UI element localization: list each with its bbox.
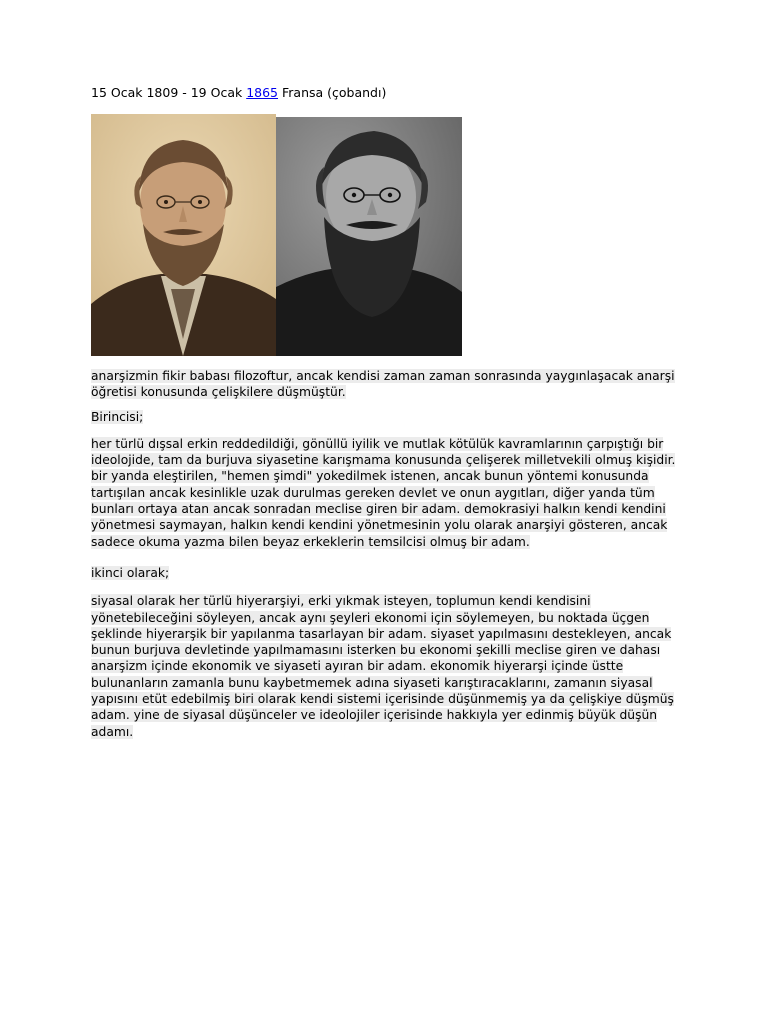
year-link[interactable]: 1865 [246,85,279,100]
first-label [91,409,691,425]
country-text: Fransa (çobandı) [278,85,387,100]
intro-paragraph [91,368,691,401]
second-paragraph [91,593,691,740]
portrait-photos [91,114,691,356]
life-dates-line [91,84,691,101]
second-label [91,565,691,581]
first-paragraph [91,436,691,550]
first-paragraph-text: her türlü dışsal erkin reddedildiği, gönüllü iyilik ve mutlak kötülük kavramlarının çarpıştığı bir ideolojide, tam da burjuva siyasetine karışmama konusunda çelişerek milletvekili olmuş kişidir. bir yanda eleştirilen, "hemen şimdi" yokedilmek istenen, ancak bunun yöntemi konusunda tartışılan ancak kesinlikle uzak durulmas gereken devlet ve onun aygıtları, diğer yanda tüm bunları ortaya atan ancak sonradan meclise giren bir adam. demokrasiyi halkın kendi kendini yönetmesi saymayan, halkın kendi kendini yönetmesinin yolu olarak anarşiyi gösteren, ancak sadece okuma yazma bilen beyaz erkeklerin temsilcisi olmuş bir adam. [91,436,676,549]
portrait-bw-photo [276,117,462,356]
dates-text: 15 Ocak 1809 - 19 Ocak [91,85,247,100]
second-label-text: ikinci olarak; [91,565,170,580]
document-page [91,84,691,740]
second-paragraph-text: siyasal olarak her türlü hiyerarşiyi, erki yıkmak isteyen, toplumun kendi kendisini yönetebileceğini söyleyen, ancak aynı şeyleri ekonomi için söylemeyen, bu noktada üçgen şeklinde hiyerarşik bir yapılanma tasarlayan bir adam. siyaset yapılmasını destekleyen, ancak bunun burjuva devletinde yapılmamasını isterken bu ekonomi şekilli meclise giren ve dahası anarşizm içinde ekonomik ve siyaseti ayıran bir adam. ekonomik hiyerarşi içinde üstte bulunanların zamanla bunu kaybetmemek adına siyaseti karıştıracaklarını, zamanın siyasal yapısını etüt edebilmiş biri olarak kendi sistemi içerisinde düşünmemiş ya da çelişkiye düşmüş adam. yine de siyasal düşünceler ve ideolojiler içerisinde hakkıyla yer edinmiş büyük düşün adamı. [91,594,674,739]
first-label-text: Birincisi; [91,409,144,424]
portrait-sepia-photo [91,114,276,356]
intro-text: anarşizmin fikir babası filozoftur, ancak kendisi zaman zaman sonrasında yaygınlaşacak anarşi öğretisi konusunda çelişkilere düşmüştür. [91,369,675,400]
